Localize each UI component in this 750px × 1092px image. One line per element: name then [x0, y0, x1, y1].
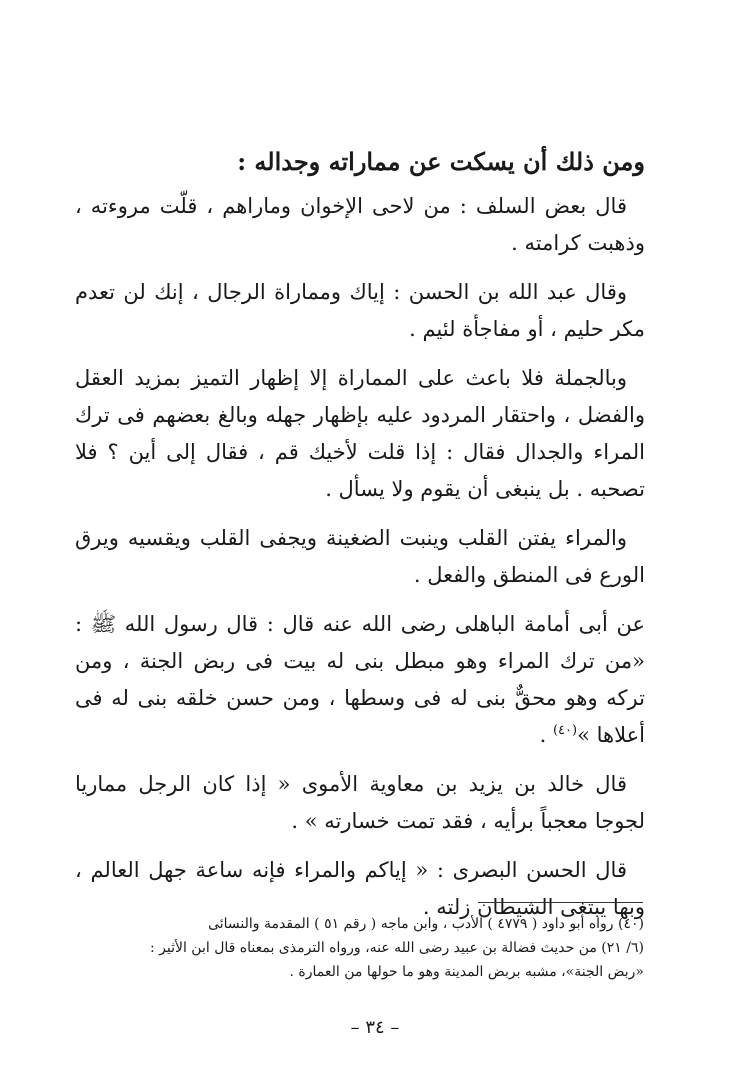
paragraph-mira-effects: والمراء يفتن القلب وينبت الضغينة ويجفى القلب ويقسيه ويرق الورع فى المنطق والفعل .: [75, 526, 645, 587]
paragraph-salaf-quote: قال بعض السلف : من لاحى الإخوان وماراهم ، قلّت مروءته ، وذهبت كرامته .: [75, 194, 645, 255]
paragraph-hasan-quote: قال الحسن البصرى : « إياكم والمراء فإنه ساعة جهل العالم ، وبها يبتغى الشيطان زلته .: [75, 858, 645, 919]
hadith-text: «من ترك المراء وهو مبطل بنى له بيت فى ربض الجنة ، ومن تركه وهو محقٌّ بنى له فى وسطها ، ومن حسن خلقه بنى له فى أعلاها »: [75, 649, 645, 747]
footnote-line-3: «ربض الجنة»، مشبه بربض المدينة وهو ما حولها من العمارة .: [289, 964, 644, 980]
paragraph-khalid-quote: قال خالد بن يزيد بن معاوية الأموى « إذا كان الرجل مماريا لجوجا معجباً برأيه ، فقد تمت خسارته » .: [75, 772, 645, 833]
footnote-ref-40[interactable]: (٤٠): [552, 723, 578, 738]
paragraph-hadith: [75, 606, 645, 754]
footnotes: [72, 912, 644, 984]
page-number: – ٣٤ –: [350, 1017, 400, 1038]
footnote-line-2: (٦/ ٢١) من حديث فضالة بن عبيد رضى الله عنه، ورواه الترمذى بمعناه قال ابن الأثير :: [149, 940, 644, 956]
section-heading: ومن ذلك أن يسكت عن مماراته وجداله :: [237, 147, 645, 176]
footnote-divider: [478, 902, 643, 903]
footnote-line-1: (٤٠) رواه أبو داود ( ٤٧٧٩ ) الأدب ، وابن ماجه ( رقم ٥١ ) المقدمة والنسائى: [208, 916, 644, 932]
paragraph-abdullah-quote: وقال عبد الله بن الحسن : إياك ومماراة الرجال ، إنك لن تعدم مكر حليم ، أو مفاجأة لئيم .: [75, 280, 645, 341]
hadith-end: .: [539, 723, 547, 747]
page-body: [75, 140, 645, 938]
paragraph-summary: وبالجملة فلا باعث على المماراة إلا إظهار التميز بمزيد العقل والفضل ، واحتقار المردود عليه بإظهار جهله وبالغ بعضهم فى ترك المراء والجدال فقال : إذا قلت لأخيك قم ، فقال إلى أين ؟ فلا تصحبه . بل ينبغى أن يقوم ولا يسأل .: [75, 366, 645, 501]
hadith-intro: عن أبى أمامة الباهلى رضى الله عنه قال : قال رسول الله ﷺ :: [75, 612, 645, 636]
